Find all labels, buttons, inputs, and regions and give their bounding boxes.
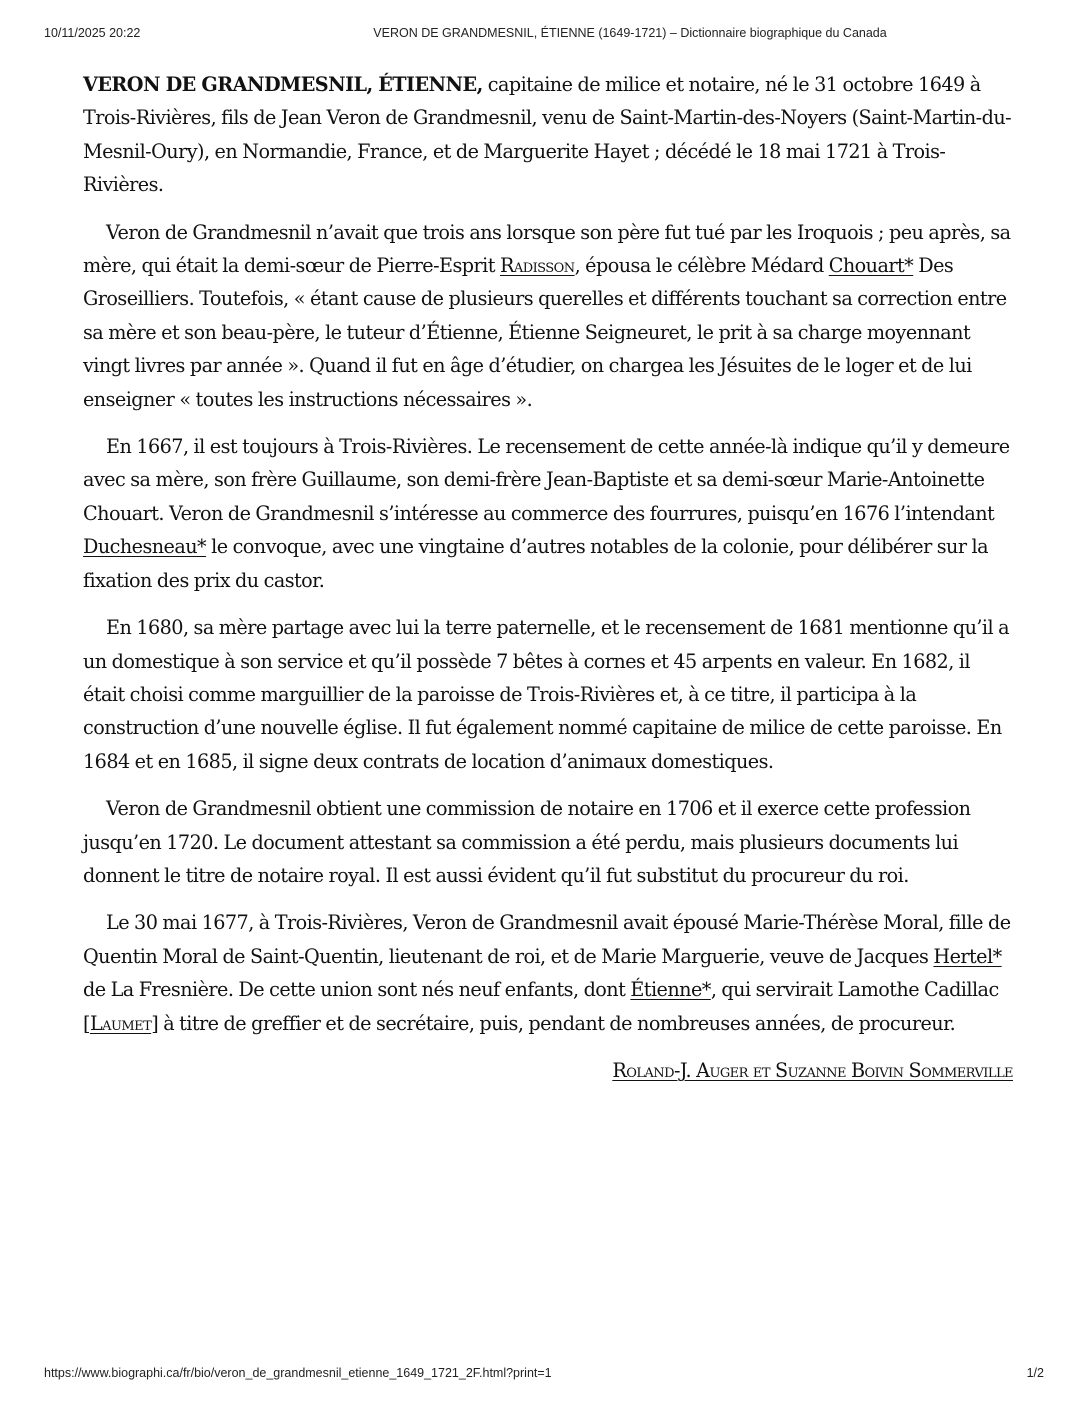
link-hertel[interactable]: Hertel* xyxy=(933,944,1002,968)
paragraph-marriage: Le 30 mai 1677, à Trois-Rivières, Veron de Grandmesnil avait épousé Marie-Thérèse Moral, fille de Quentin Moral de Saint-Quentin, lieutenant de roi, et de Marie Marguerie, veuve de Jacques Hertel* de La Fresnière. De cette union sont nés neuf enfants, dont Étienne*, qui servirait Lamothe Cadillac [Laumet] à titre de greffier et de secrétaire, puis, pendant de nombreuses années, de procureur. xyxy=(83,911,1011,1035)
paragraph-childhood: Veron de Grandmesnil n’avait que trois ans lorsque son père fut tué par les Iroquois ; peu après, sa mère, qui était la demi-sœur de Pierre-Esprit Radisson, épousa le célèbre Médard Chouart* Des Groseilliers. Toutefois, « étant cause de plusieurs querelles et différents touchant sa correction entre sa mère et son beau-père, le tuteur d’Étienne, Étienne Seigneuret, le prit à sa charge moyennant vingt livres par année ». Quand il fut en âge d’étudier, on chargea les Jésuites de le loger et de lui enseigner « toutes les instructions nécessaires ». xyxy=(83,220,1011,411)
subject-name: VERON DE GRANDMESNIL, ÉTIENNE, xyxy=(83,73,483,96)
link-etienne[interactable]: Étienne* xyxy=(630,978,711,1002)
print-page-title: VERON DE GRANDMESNIL, ÉTIENNE (1649-1721) – Dictionnaire biographique du Canada xyxy=(373,26,887,40)
link-laumet[interactable]: Laumet xyxy=(89,1011,152,1035)
print-header xyxy=(0,26,1088,46)
print-datetime: 10/11/2025 20:22 xyxy=(44,26,141,40)
link-duchesneau[interactable]: Duchesneau* xyxy=(83,535,207,559)
paragraph-1680: En 1680, sa mère partage avec lui la terre paternelle, et le recensement de 1681 mentionne qu’il a un domestique à son service et qu’il possède 7 bêtes à cornes et 45 arpents en valeur. En 1682, il était choisi comme marguillier de la paroisse de Trois-Rivières et, à ce titre, il participa à la construction d’une nouvelle église. Il fut également nommé capitaine de milice de cette paroisse. En 1684 et en 1685, il signe deux contrats de location d’animaux domestiques. xyxy=(83,616,1010,773)
print-url: https://www.biographi.ca/fr/bio/veron_de_grandmesnil_etienne_1649_1721_2F.html?print=1 xyxy=(44,1366,552,1380)
link-authors[interactable]: Roland-J. Auger et Suzanne Boivin Sommerville xyxy=(612,1058,1013,1082)
paragraph-notary: Veron de Grandmesnil obtient une commission de notaire en 1706 et il exerce cette profession jusqu’en 1720. Le document attestant sa commission a été perdu, mais plusieurs documents lui donnent le titre de notaire royal. Il est aussi évident qu’il fut substitut du procureur du roi. xyxy=(83,797,971,887)
author-signature xyxy=(83,1054,1013,1087)
biography-article xyxy=(83,68,1013,1101)
paragraph-1667: En 1667, il est toujours à Trois-Rivières. Le recensement de cette année-là indique qu’il y demeure avec sa mère, son frère Guillaume, son demi-frère Jean-Baptiste et sa demi-sœur Marie-Antoinette Chouart. Veron de Grandmesnil s’intéresse au commerce des fourrures, puisqu’en 1676 l’intendant Duchesneau* le convoque, avec une vingtaine d’autres notables de la colonie, pour délibérer sur la fixation des prix du castor. xyxy=(83,435,1010,592)
print-footer xyxy=(0,1366,1088,1386)
link-chouart[interactable]: Chouart* xyxy=(828,254,914,278)
paragraph-intro: VERON DE GRANDMESNIL, ÉTIENNE, capitaine de milice et notaire, né le 31 octobre 1649 à Trois-Rivières, fils de Jean Veron de Grandmesnil, venu de Saint-Martin-des-Noyers (Saint-Martin-du-Mesnil-Oury), en Normandie, France, et de Marguerite Hayet ; décédé le 18 mai 1721 à Trois-Rivières. xyxy=(83,73,1012,197)
link-radisson[interactable]: Radisson xyxy=(499,254,575,278)
page-indicator: 1/2 xyxy=(1026,1366,1044,1380)
